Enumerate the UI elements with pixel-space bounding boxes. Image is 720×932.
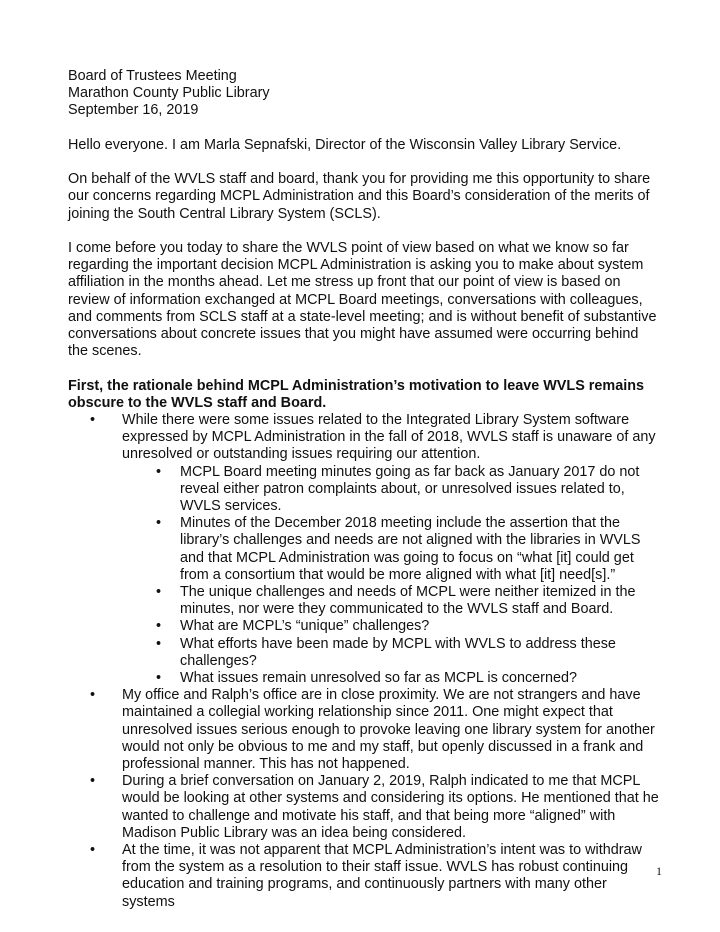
list-item: • What issues remain unresolved so far as MCPL is concerned? bbox=[152, 670, 660, 687]
list-item: • The unique challenges and needs of MCPL were neither itemized in the minutes, nor were they communicated to the WVLS staff and Board. bbox=[152, 584, 660, 618]
list-item: • Minutes of the December 2018 meeting include the assertion that the library’s challenges and needs are not aligned with the libraries in WVLS and that MCPL Administration was going to focus on “what [it] could get from a consortium that would be more aligned with what [it] need[s].” bbox=[152, 515, 660, 584]
sub-bullet-list bbox=[122, 464, 660, 688]
page-number: 1 bbox=[656, 864, 662, 878]
library-name: Marathon County Public Library bbox=[68, 85, 270, 102]
main-bullet-list bbox=[68, 412, 660, 911]
list-item: • During a brief conversation on January 2, 2019, Ralph indicated to me that MCPL would be looking at other systems and considering its options. He mentioned that he wanted to challenge and motivate his staff, and that being more “aligned” with Madison Public Library was an idea being considered. bbox=[68, 773, 660, 842]
list-item: • At the time, it was not apparent that MCPL Administration’s intent was to withdraw from the system as a resolution to their staff issue. WVLS has robust continuing education and training programs, and continuously partners with many other systems bbox=[68, 842, 660, 911]
section-heading: First, the rationale behind MCPL Administration’s motivation to leave WVLS remains obscure to the WVLS staff and Board. bbox=[68, 377, 644, 411]
bullet-text: While there were some issues related to the Integrated Library System software expressed by MCPL Administration in the fall of 2018, WVLS staff is unaware of any unresolved or outstanding issues requiring our attention. bbox=[122, 412, 656, 463]
meeting-title: Board of Trustees Meeting bbox=[68, 68, 237, 84]
document-header bbox=[68, 68, 660, 120]
list-item: • What efforts have been made by MCPL with WVLS to address these challenges? bbox=[152, 636, 660, 670]
list-item bbox=[68, 412, 660, 687]
list-item: • What are MCPL’s “unique” challenges? bbox=[152, 618, 660, 635]
list-item: • MCPL Board meeting minutes going as far back as January 2017 do not reveal either patron complaints about, or unresolved issues related to, WVLS services. bbox=[152, 464, 660, 516]
context-paragraph: I come before you today to share the WVLS point of view based on what we know so far regarding the important decision MCPL Administration is asking you to make about system affiliation in the months ahead. Let me stress up front that our point of view is based on review of information exchanged at MCPL Board meetings, conversations with colleagues, and comments from SCLS staff at a state-level meeting; and is without benefit of substantive conversations about concrete issues that you might have assumed were occurring behind the scenes. bbox=[68, 239, 657, 360]
intro-paragraph: Hello everyone. I am Marla Sepnafski, Director of the Wisconsin Valley Library Service. bbox=[68, 136, 622, 153]
list-item: • My office and Ralph’s office are in close proximity. We are not strangers and have maintained a collegial working relationship since 2011. One might expect that unresolved issues serious enough to provoke leaving one library system for another would not only be obvious to me and my staff, but openly discussed in a frank and professional manner. This has not happened. bbox=[68, 687, 660, 773]
meeting-date: September 16, 2019 bbox=[68, 102, 199, 119]
purpose-paragraph: On behalf of the WVLS staff and board, thank you for providing me this opportunity to share our concerns regarding MCPL Administration and this Board’s consideration of the merits of joining the South Central Library System (SCLS). bbox=[68, 171, 651, 222]
